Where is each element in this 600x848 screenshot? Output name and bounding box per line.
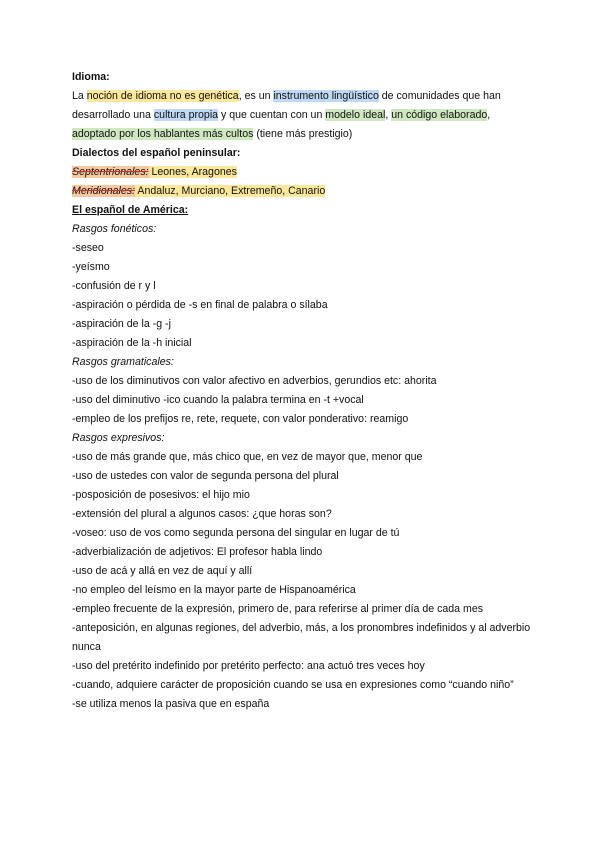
highlight-nocion: noción de idioma no es genética <box>86 90 239 102</box>
list-item: -empleo de los prefijos re, rete, requete, con valor ponderativo: reamigo <box>72 413 409 425</box>
text-span: , es un <box>238 90 274 102</box>
septentrionales-label: Septentrionales: <box>72 166 149 178</box>
list-item: -uso del pretérito indefinido por pretérito perfecto: ana actuó tres veces hoy <box>72 660 425 672</box>
list-item: -empleo frecuente de la expresión, primero de, para referirse al primer día de cada mes <box>72 603 484 615</box>
highlight-hablantes-cultos: adoptado por los hablantes más cultos <box>72 128 254 140</box>
dialecto-septentrionales <box>72 163 532 182</box>
list-item: -extensión del plural a algunos casos: ¿que horas son? <box>72 508 332 520</box>
list-item: -confusión de r y l <box>72 280 156 292</box>
text-span: y que cuentan con un <box>218 109 326 121</box>
meridionales-values: Andaluz, Murciano, Extremeño, Canario <box>135 185 326 197</box>
list-item: -yeísmo <box>72 261 110 273</box>
list-item: -uso de ustedes con valor de segunda persona del plural <box>72 470 339 482</box>
list-item: -seseo <box>72 242 104 254</box>
rasgos-expresivos-label: Rasgos expresivos: <box>72 432 165 444</box>
idioma-paragraph-line-1 <box>72 87 532 106</box>
list-item: -aspiración de la -g -j <box>72 318 171 330</box>
septentrionales-values: Leones, Aragones <box>148 166 237 178</box>
text-span: (tiene más prestigio) <box>253 128 353 140</box>
idioma-paragraph-line-3 <box>72 125 532 144</box>
meridionales-label: Meridionales: <box>72 185 136 197</box>
rasgos-gramaticales-label: Rasgos gramaticales: <box>72 356 174 368</box>
list-item: -uso de más grande que, más chico que, en vez de mayor que, menor que <box>72 451 423 463</box>
list-item: -se utiliza menos la pasiva que en españa <box>72 698 270 710</box>
highlight-instrumento: instrumento lingüístico <box>273 90 379 102</box>
idioma-heading: Idioma: <box>72 71 110 83</box>
document-body <box>72 68 532 714</box>
text-span: de comunidades que han <box>378 90 501 102</box>
list-item: -anteposición, en algunas regiones, del adverbio, más, a los pronombres indefinidos y al adverbio nunca <box>72 622 531 653</box>
highlight-cultura-propia: cultura propia <box>153 109 219 121</box>
list-item: -uso de los diminutivos con valor afectivo en adverbios, gerundios etc: ahorita <box>72 375 437 387</box>
list-item: -posposición de posesivos: el hijo mio <box>72 489 250 501</box>
list-item: -uso de acá y allá en vez de aquí y allí <box>72 565 253 577</box>
idioma-paragraph-line-2 <box>72 106 532 125</box>
list-item: -no empleo del leísmo en la mayor parte de Hispanoamérica <box>72 584 356 596</box>
text-span: , <box>487 109 491 121</box>
list-item: -aspiración o pérdida de -s en final de palabra o sílaba <box>72 299 328 311</box>
list-item: -voseo: uso de vos como segunda persona del singular en lugar de tú <box>72 527 400 539</box>
list-item: -uso del diminutivo -ico cuando la palabra termina en -t +vocal <box>72 394 364 406</box>
list-item: -adverbialización de adjetivos: El profesor habla lindo <box>72 546 323 558</box>
highlight-codigo-elaborado: un código elaborado <box>391 109 488 121</box>
rasgos-foneticos-label: Rasgos fonéticos: <box>72 223 157 235</box>
highlight-modelo-ideal: modelo ideal <box>325 109 386 121</box>
america-heading: El español de América: <box>72 204 189 216</box>
dialecto-meridionales <box>72 182 532 201</box>
dialectos-heading: Dialectos del español peninsular: <box>72 147 241 159</box>
text-span: La <box>72 90 87 102</box>
list-item: -cuando, adquiere carácter de proposición cuando se usa en expresiones como “cuando niño” <box>72 679 514 691</box>
text-span: , <box>385 109 392 121</box>
text-span: desarrollado una <box>72 109 154 121</box>
list-item: -aspiración de la -h inicial <box>72 337 192 349</box>
